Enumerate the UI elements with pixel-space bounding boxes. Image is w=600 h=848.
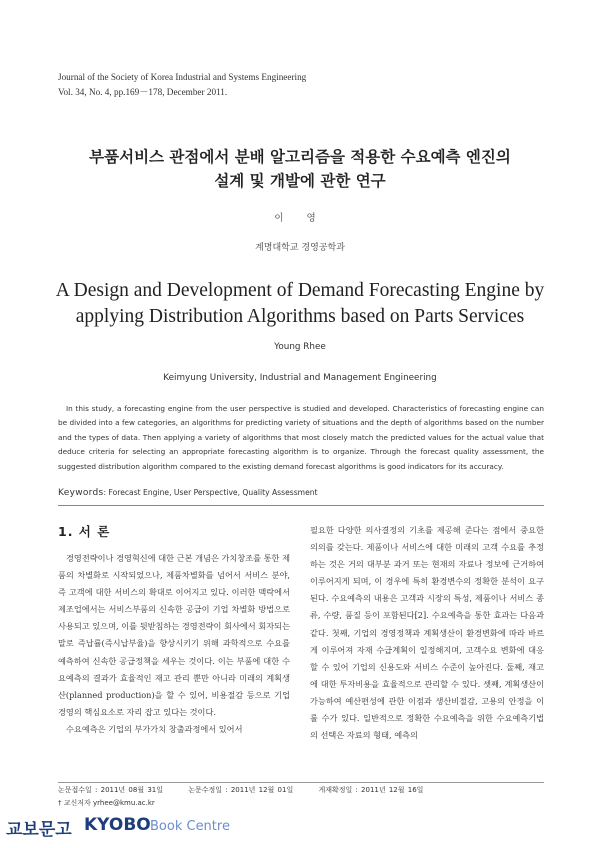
section-heading-introduction: 1. 서 론 bbox=[58, 524, 111, 539]
english-affiliation: Keimyung University, Industrial and Management Engineering bbox=[163, 373, 437, 383]
left-column bbox=[58, 550, 290, 738]
journal-name: Journal of the Society of Korea Industrial and Systems Engineering bbox=[58, 72, 307, 82]
english-title bbox=[40, 278, 560, 330]
abstract: In this study, a forecasting engine from the user perspective is studied and developed. Characteristics of forecasting engine can be divided into a few categories, an algorithms for predicting variety of situations and the depth of algorithms based on the number and the types of data. Then applying a variety of algorithms that most closely match the predicted values for the actual value that deduce criteria for selecting an appropriate forecasting algorithm is to organize. Through the forecast quality assessment, the suggested distribution algorithm compared to the existing demand forecast algorithms is good indicators for its accuracy. bbox=[58, 404, 544, 471]
korean-affiliation: 계명대학교 경영공학과 bbox=[255, 243, 345, 253]
korean-title bbox=[0, 145, 600, 193]
submission-dates bbox=[58, 785, 445, 795]
kyobo-logo-subtitle: Book Centre bbox=[150, 819, 230, 834]
received-date: 논문접수일 : 2011년 08월 31일 bbox=[58, 786, 163, 794]
keywords-label: Keywords bbox=[58, 488, 104, 498]
right-paragraph-1: 필요한 다양한 의사결정의 기초를 제공해 준다는 점에서 중요한 의의를 갖는다. 제품이나 서비스에 대한 미래의 고객 수요를 추정하는 것은 거의 대부분 과거 또는 현재의 자료나 정보에 근거하여 이루어지게 되며, 이 경우에 특히 환경변수의 정확한 분석이 요구된다. 수요예측의 내용은 고객과 시장의 특성, 제품이나 서비스 종류, 수량, 품질 등이 포함된다[2]. 수요예측을 통한 효과는 다음과 같다. 첫째, 기업의 경영정책과 계획생산이 환경변화에 따라 바르게 이루어져 자재 수급계획이 일정해지며, 고객수요 변화에 대응할 수 있어 기업의 신용도와 서비스 수준이 높아진다. 둘째, 재고에 대한 투자비용을 효율적으로 관리할 수 있다. 셋째, 계획생산이 가능하여 예산편성에 관한 이점과 생산비절감, 고용의 안정을 이룰 수가 있다. 일반적으로 정확한 수요예측을 위한 수요예측기법의 선택은 자료의 형태, 예측의 bbox=[310, 525, 544, 741]
left-paragraph-2: 수요예측은 기업의 부가가치 창출과정에서 있어서 bbox=[66, 723, 243, 734]
journal-header bbox=[58, 70, 306, 100]
kyobo-logo-korean: 교보문고 bbox=[6, 820, 72, 840]
korean-author: 이 영 bbox=[274, 213, 326, 224]
keywords bbox=[58, 488, 318, 498]
revised-date: 논문수정일 : 2011년 12월 01일 bbox=[188, 786, 294, 794]
english-title-line1: A Design and Development of Demand Forecasting Engine by bbox=[55, 280, 545, 301]
divider bbox=[58, 505, 544, 506]
journal-volume: Vol. 34, No. 4, pp.169－178, December 2011. bbox=[58, 87, 228, 97]
english-author: Young Rhee bbox=[274, 342, 326, 352]
korean-title-line1: 부품서비스 관점에서 분배 알고리즘을 적용한 수요예측 엔진의 bbox=[89, 148, 511, 166]
accepted-date: 게재확정일 : 2011년 12월 16일 bbox=[318, 786, 424, 794]
korean-title-line2: 설계 및 개발에 관한 연구 bbox=[214, 172, 386, 190]
kyobo-logo-english: KYOBO bbox=[84, 815, 151, 835]
left-paragraph-1: 경영전략이나 경영혁신에 대한 근본 개념은 가치창조를 통한 제품의 차별화로 시작되었으나, 제품차별화를 넘어서 서비스 분야, 즉 고객에 대한 서비스의 확대로 이어지고 있다. 이러한 맥락에서 제조업에서는 서비스부품의 신속한 공급이 기업 차별화 방법으로 사용되고 있으며, 이를 뒷받침하는 경영전략이 회사에서 회자되는 말로 즉납률(즉시납부율)을 향상시키기 위해 과학적으로 수요를 예측하여 신속한 공급정책을 세우는 것이다. 이는 부품에 대한 수요예측의 결과가 효율적인 재고 관리 뿐만 아니라 미래의 계획생산(planned production)을 할 수 있어, 비용절감 등으로 기업경영의 핵심요소로 자리 잡고 있다는 것이다. bbox=[58, 553, 290, 717]
corresponding-author-email: † 교신저자 yrhee@kmu.ac.kr bbox=[58, 799, 155, 807]
right-column bbox=[310, 522, 544, 744]
keywords-text: : Forecast Engine, User Perspective, Quality Assessment bbox=[103, 488, 318, 497]
english-title-line2: applying Distribution Algorithms based on Parts Services bbox=[75, 306, 525, 327]
footnote-divider bbox=[58, 782, 544, 783]
